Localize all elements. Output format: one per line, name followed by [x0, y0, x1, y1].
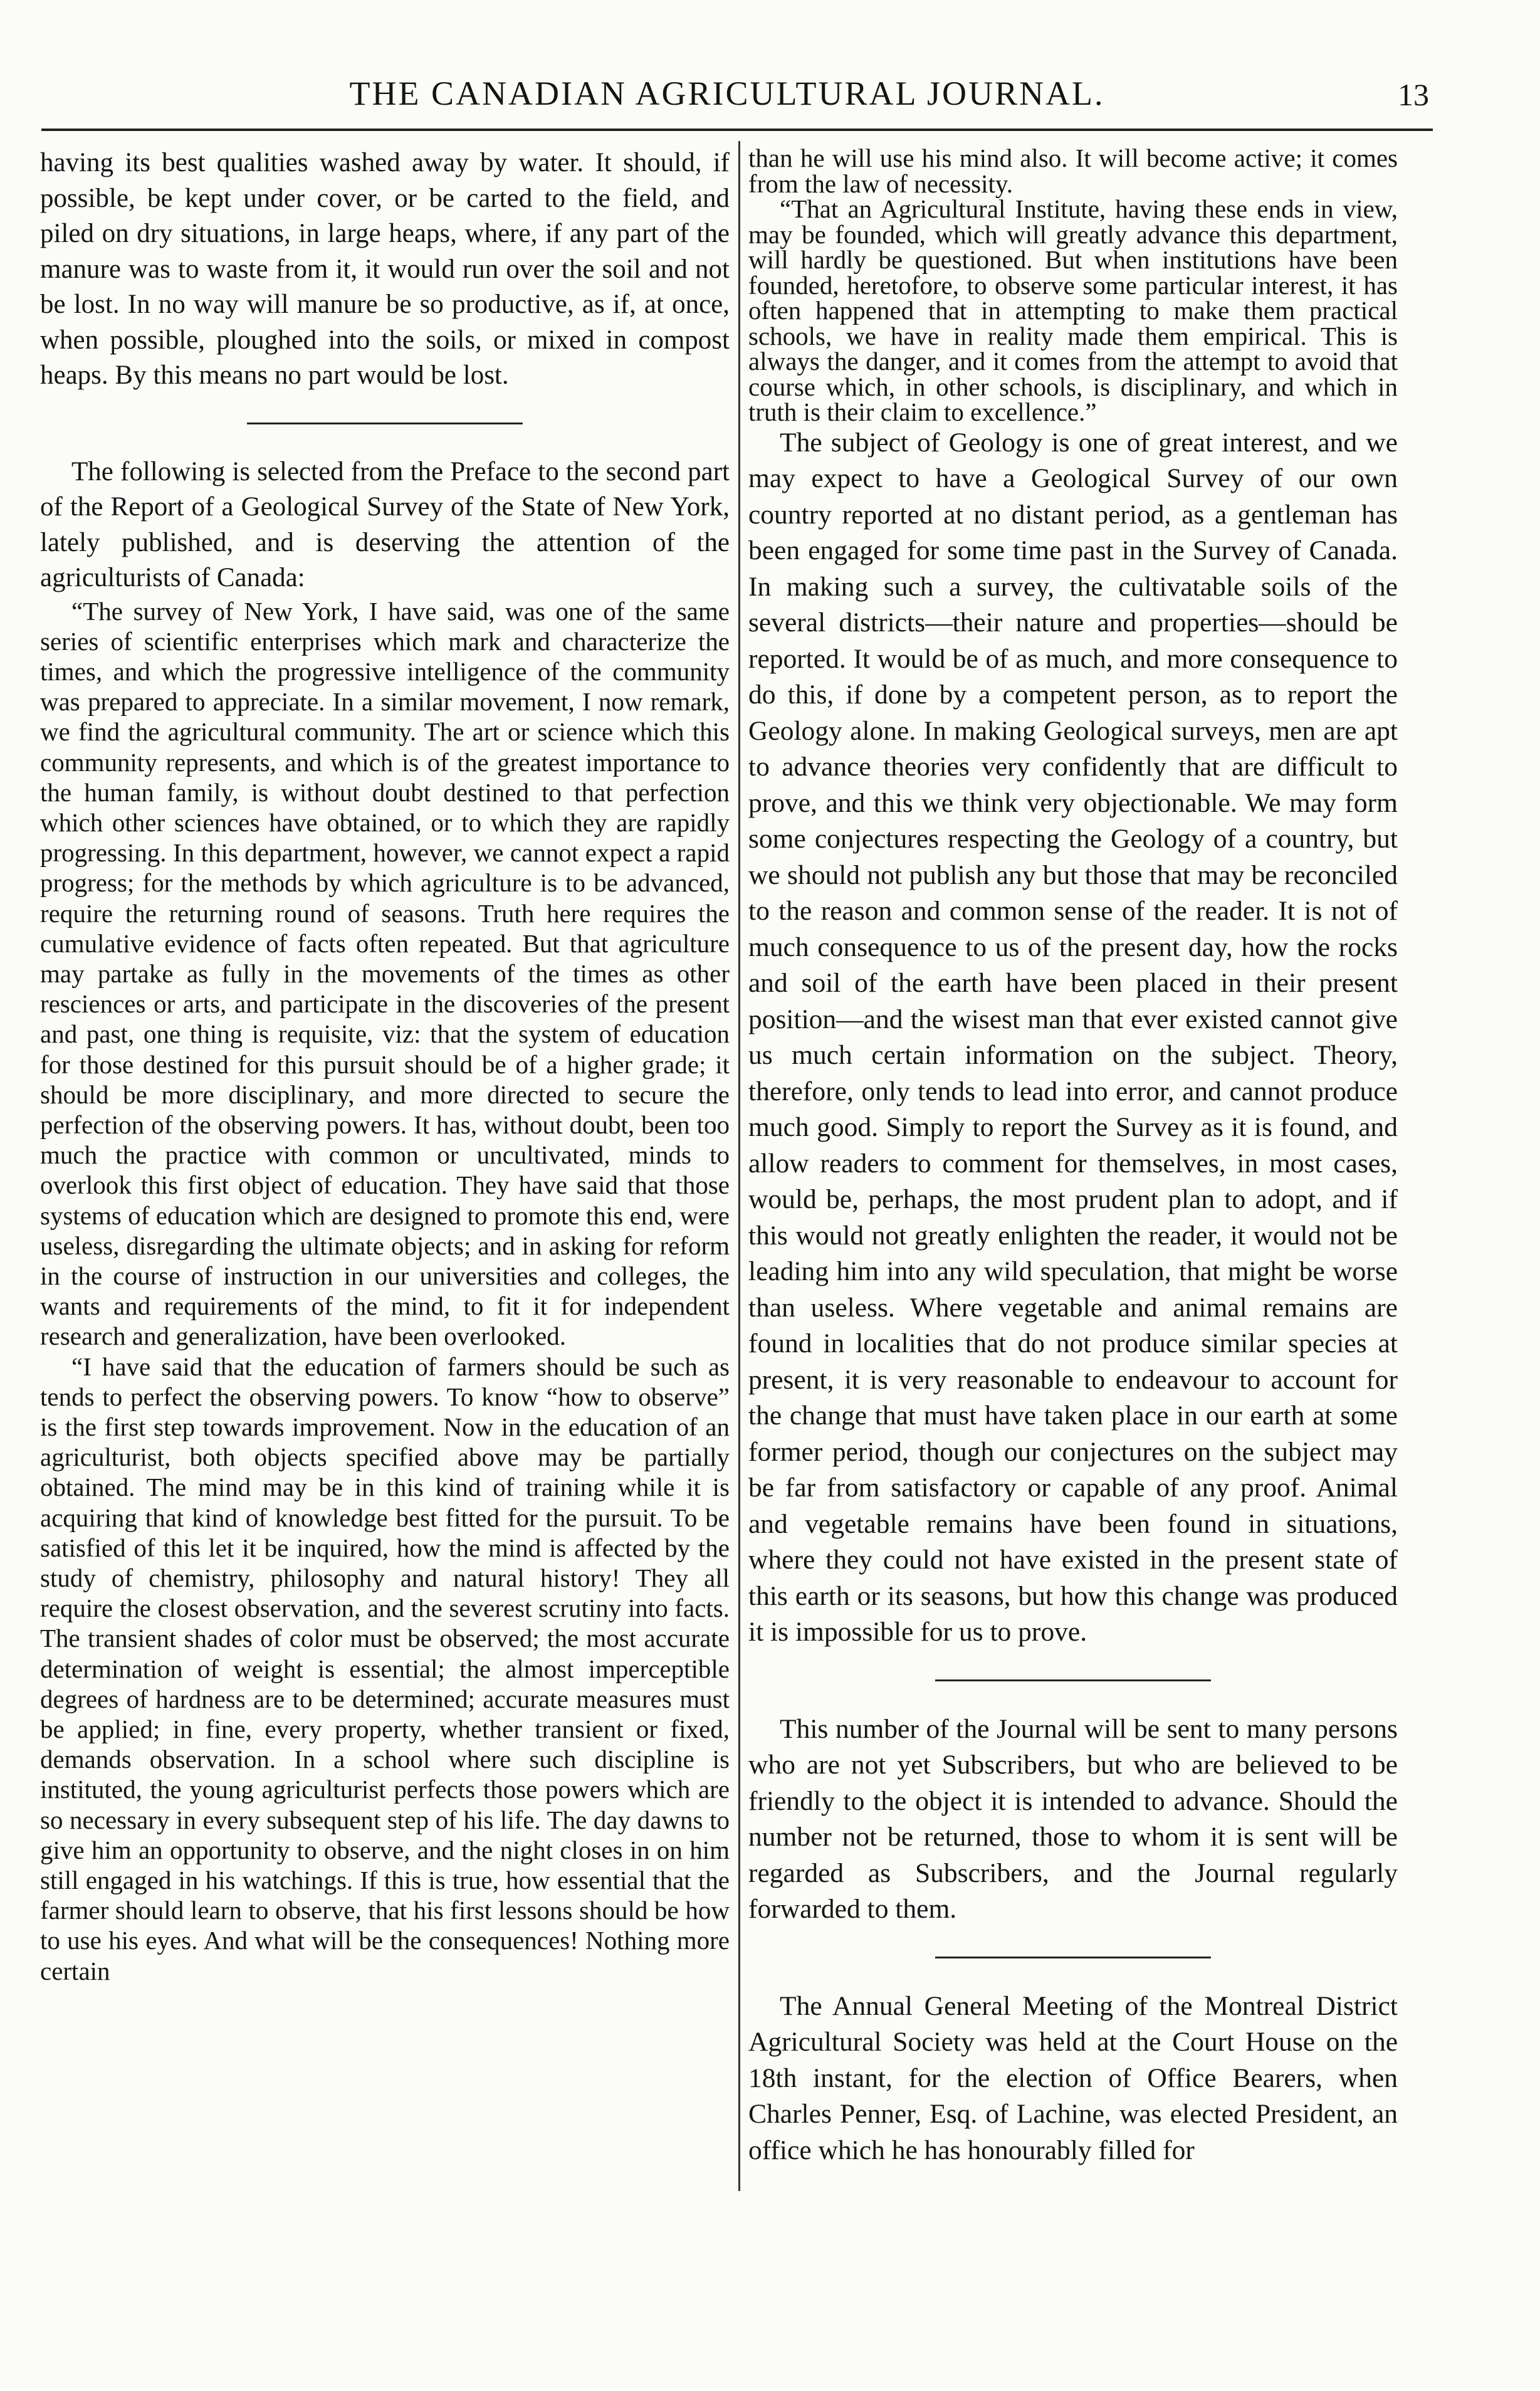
- paragraph-education-quote: “I have said that the education of farmers should be such as tends to perfect the observing powers. To know “how to observe” is the first step towards improvement. Now in the education of an agriculturist, both objects specified above may be partially obtained. The mind may be in this kind of training while it is acquiring that kind of knowledge best fitted for the pursuit. To be satisfied of this let it be inquired, how the mind is affected by the study of chemistry, philosophy and natural history! They all require the closest observation, and the severest scrutiny into facts. The transient shades of color must be observed; the most accurate determination of weight is essential; the almost imperceptible degrees of hardness are to be determined; accurate measures must be applied; in fine, every property, whether transient or fixed, demands observation. In a school where such discipline is instituted, the young agriculturist perfects those powers which are so necessary in every subsequent step of his life. The day dawns to give him an opportunity to observe, and the night closes in on him still engaged in his watchings. If this is true, how essential that the farmer should learn to observe, that his first lessons should be how to use his eyes. And what will be the consequences! Nothing more certain: [40, 1352, 730, 1985]
- paragraph-subscribers-notice: This number of the Journal will be sent to many persons who are not yet Subscribers, but who are believed to be friendly to the object it is intended to advance. Should the number not be returned, those to whom it is sent will be regarded as Subscribers, and the Journal regularly forwarded to them.: [748, 1713, 1398, 1924]
- paragraph-institute-quote: “That an Agricultural Institute, having these ends in view, may be founded, which will greatly advance this department, will hardly be questioned. But when institutions have been founded, heretofore, to observe some particular interest, it has often happened that in attempting to make them practical schools, we have in reality made them empirical. This is always the danger, and it comes from the attempt to avoid that course which, in other schools, is disciplinary, and which in truth is their claim to excellence.”: [748, 194, 1398, 426]
- paragraph-geology-article: The subject of Geology is one of great interest, and we may expect to have a Geological Survey of our own country reported at no distant period, as a gentleman has been engaged for some time past in the Survey of Canada. In making such a survey, the cultivatable soils of the several districts—their nature and properties—should be reported. It would be of as much, and more consequence to do this, if done by a competent person, as to report the Geology alone. In making Geological surveys, men are apt to advance theories very confidently that are difficult to prove, and this we think very objectionable. We may form some conjectures respecting the Geology of a country, but we should not publish any but those that may be reconciled to the reason and common sense of the reader. It is not of much consequence to us of the present day, how the rocks and soil of the earth have been placed in their present position—and the wisest man that ever existed cannot give us much certain information on the subject. Theory, therefore, only tends to lead into error, and cannot produce much good. Simply to report the Survey as it is found, and allow readers to comment for themselves, in most cases, would be, perhaps, the most prudent plan to adopt, and if this would not greatly enlighten the reader, it would not be leading him into any wild speculation, that might be worse than useless. Where vegetable and animal remains are found in localities that do not produce similar species at present, it is very reasonable to endeavour to account for the change that must have taken place in our earth at some former period, though our conjectures on the subject may be far from satisfactory or capable of any proof. Animal and vegetable remains have been found in situations, where they could not have existed in the present state of this earth or its seasons, but how this change was produced it is impossible for us to prove.: [748, 427, 1398, 1647]
- page-number: 13: [1398, 77, 1429, 112]
- header-rule: [41, 129, 1433, 131]
- paragraph-manure: having its best qualities washed away by water. It should, if possible, be kept under cover, or be carted to the field, and piled on dry situations, in large heaps, where, if any part of the manure was to waste from it, it would run over the soil and not be lost. In no way will manure be so productive, as if, at once, when possible, ploughed into the soils, or mixed in compost heaps. By this means no part would be lost.: [40, 148, 730, 390]
- right-column: [748, 145, 1398, 2168]
- page-header: [38, 74, 1429, 124]
- column-divider: [738, 141, 740, 2191]
- paragraph-continuation: than he will use his mind also. It will become active; it comes from the law of necessity.: [748, 144, 1398, 198]
- paragraph-survey-quote: “The survey of New York, I have said, was one of the same series of scientific enterprises which mark and characterize the times, and which the progressive intelligence of the community was prepared to appreciate. In a similar movement, I now remark, we find the agricultural community. The art or science which this community represents, and which is of the greatest importance to the human family, is without doubt destined to that perfection which other sciences have obtained, or to which they are rapidly progressing. In this department, however, we cannot expect a rapid progress; for the methods by which agriculture is to be advanced, require the returning round of seasons. Truth here requires the cumulative evidence of facts often repeated. But that agriculture may partake as fully in the movements of the times as other resciences or arts, and participate in the discoveries of the present and past, one thing is requisite, viz: that the system of education for those destined for this pursuit should be of a higher grade; it should be more disciplinary, and more directed to secure the perfection of the observing powers. It has, without doubt, been too much the practice with common or uncultivated, minds to overlook this first object of education. They have said that those systems of education which are designed to promote this end, were useless, disregarding the ultimate objects; and in asking for reform in the course of instruction in our universities and colleges, the wants and requirements of the mind, to fit it for independent research and generalization, have been overlooked.: [40, 596, 730, 1351]
- paragraph-annual-meeting: The Annual General Meeting of the Montreal District Agricultural Society was held at the Court House on the 18th instant, for the election of Office Bearers, when Charles Penner, Esq. of Lachine, was elected President, an office which he has honourably filled for: [748, 1990, 1398, 2165]
- section-separator: [247, 423, 523, 424]
- section-separator: [935, 1679, 1211, 1681]
- paragraph-geological-intro: The following is selected from the Preface to the second part of the Report of a Geological Survey of the State of New York, lately published, and is deserving the attention of the agriculturists of Canada:: [40, 456, 730, 592]
- left-column: [40, 145, 730, 1986]
- section-separator: [935, 1957, 1211, 1958]
- running-title: THE CANADIAN AGRICULTURAL JOURNAL.: [349, 75, 1105, 112]
